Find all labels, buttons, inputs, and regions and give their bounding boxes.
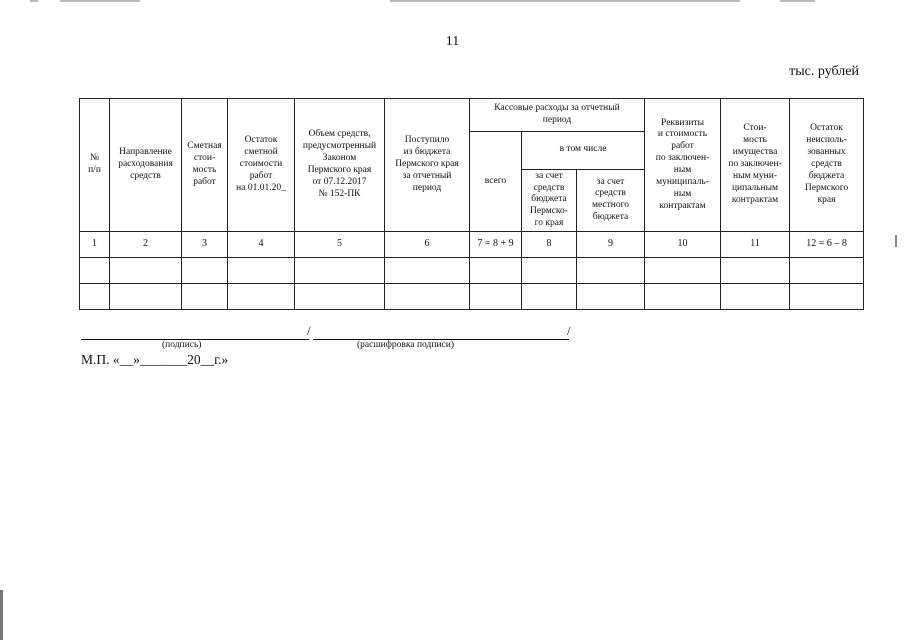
table-cell bbox=[385, 284, 470, 310]
scan-artifact bbox=[0, 590, 3, 640]
table-cell bbox=[295, 284, 385, 310]
table-cell bbox=[790, 258, 864, 284]
table-cell bbox=[645, 284, 721, 310]
column-number: 10 bbox=[645, 232, 721, 258]
header-col-12: Остаток неисполь- зованных средств бюджета Пермского края bbox=[790, 99, 864, 232]
table-cell bbox=[470, 284, 522, 310]
header-col-11: Стои- мость имущества по заключен- ным муни- ципальным контрактам bbox=[721, 99, 790, 232]
table-cell bbox=[470, 258, 522, 284]
column-number: 8 bbox=[522, 232, 577, 258]
table-cell bbox=[80, 284, 110, 310]
scan-artifact bbox=[895, 235, 897, 247]
report-table bbox=[79, 98, 864, 310]
table-cell bbox=[228, 258, 295, 284]
table-cell bbox=[522, 284, 577, 310]
stamp-date-line: М.П. «__»_______20__г.» bbox=[81, 352, 229, 367]
header-including-group: в том числе bbox=[522, 132, 645, 170]
table-cell bbox=[110, 284, 182, 310]
header-col-6: Поступило из бюджета Пермского края за отчетный период bbox=[385, 99, 470, 232]
column-number: 12 = 6 – 8 bbox=[790, 232, 864, 258]
header-col-3: Сметная стои- мость работ bbox=[182, 99, 228, 232]
column-number: 3 bbox=[182, 232, 228, 258]
table-cell bbox=[385, 258, 470, 284]
table-cell bbox=[577, 284, 645, 310]
column-number: 5 bbox=[295, 232, 385, 258]
table-cell bbox=[577, 258, 645, 284]
page-number: 11 bbox=[445, 34, 460, 49]
signature-caption: (подпись) bbox=[162, 340, 202, 350]
table-cell bbox=[721, 284, 790, 310]
table-cell bbox=[522, 258, 577, 284]
units-label: тыс. рублей bbox=[789, 64, 859, 79]
scan-artifact bbox=[390, 0, 740, 2]
header-col-4: Остаток сметной стоимости работ на 01.01.20_ bbox=[228, 99, 295, 232]
table-cell bbox=[645, 258, 721, 284]
header-col-10: Реквизиты и стоимость работ по заключен- ным муниципаль- ным контрактам bbox=[645, 99, 721, 232]
header-col-7: всего bbox=[470, 132, 522, 232]
header-col-9: за счет средств местного бюджета bbox=[577, 169, 645, 231]
header-col-2: Направление расходования средств bbox=[110, 99, 182, 232]
signature-decode-caption: (расшифровка подписи) bbox=[357, 340, 454, 350]
column-number: 7 = 8 + 9 bbox=[470, 232, 522, 258]
table-cell bbox=[110, 258, 182, 284]
column-number: 4 bbox=[228, 232, 295, 258]
column-number: 2 bbox=[110, 232, 182, 258]
table-cell bbox=[182, 258, 228, 284]
header-col-1: № п/п bbox=[80, 99, 110, 232]
header-row bbox=[80, 99, 864, 132]
table-cell bbox=[80, 258, 110, 284]
table-row bbox=[80, 258, 864, 284]
column-number: 11 bbox=[721, 232, 790, 258]
table-cell bbox=[790, 284, 864, 310]
column-number: 9 bbox=[577, 232, 645, 258]
scan-artifact bbox=[780, 0, 815, 2]
column-number: 6 bbox=[385, 232, 470, 258]
header-col-5: Объем средств, предусмотренный Законом Пермского края от 07.12.2017 № 152-ПК bbox=[295, 99, 385, 232]
signature-slash: / bbox=[307, 323, 311, 338]
scan-artifact bbox=[30, 0, 38, 2]
column-number: 1 bbox=[80, 232, 110, 258]
header-col-8: за счет средств бюджета Пермско- го края bbox=[522, 169, 577, 231]
table-cell bbox=[295, 258, 385, 284]
header-cash-group: Кассовые расходы за отчетный период bbox=[470, 99, 645, 132]
column-numbers-row bbox=[80, 232, 864, 258]
table-cell bbox=[182, 284, 228, 310]
table-cell bbox=[228, 284, 295, 310]
scan-artifact bbox=[60, 0, 140, 2]
table-cell bbox=[721, 258, 790, 284]
table-row bbox=[80, 284, 864, 310]
signature-slash-end: / bbox=[567, 323, 571, 338]
